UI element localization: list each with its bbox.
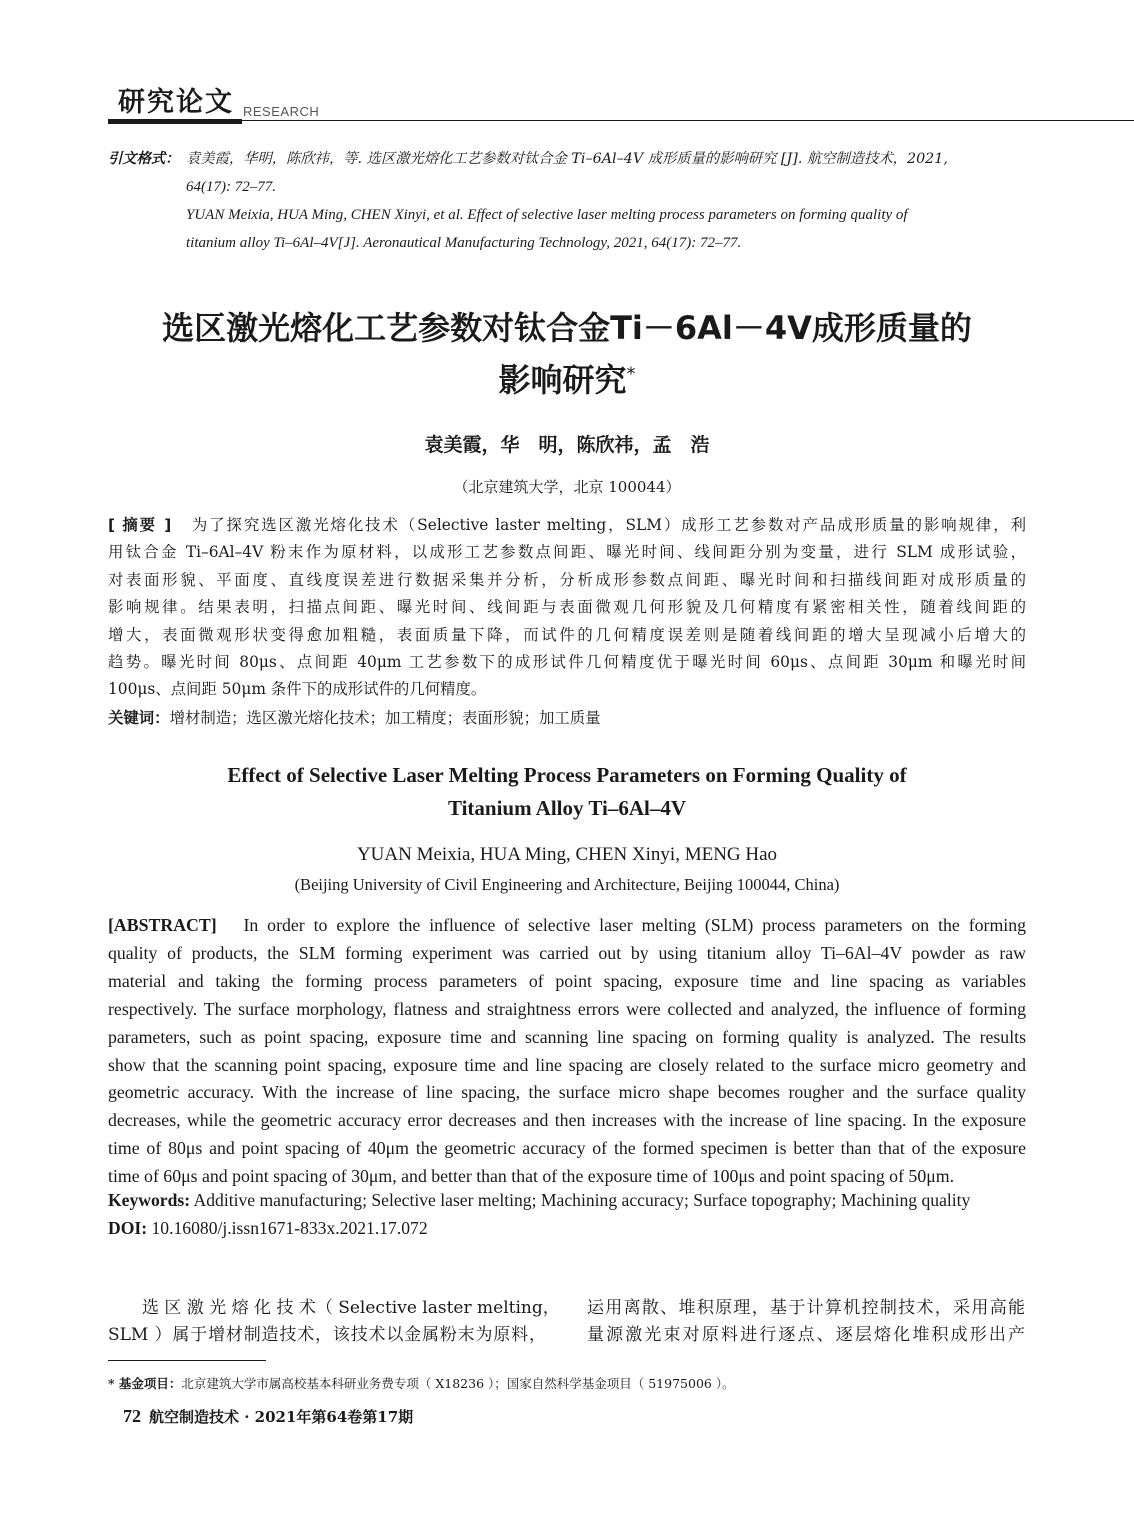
- keywords-en: [108, 1190, 970, 1211]
- abstract-en-line: respectively. The surface morphology, flatness and straightness errors were collected and analyzed, the influence of forming: [108, 998, 1026, 1019]
- abstract-en-line: quality of products, the SLM forming experiment was carried out by using titanium alloy Ti–6Al–4V powder as raw: [108, 942, 1026, 963]
- abstract-en: [108, 912, 1026, 1191]
- body-line: 运用离散、堆积原理，基于计算机控制技术，采用高能: [587, 1298, 1025, 1318]
- abstract-en-line: decreases, while the geometric accuracy error decreases and then increases with the increase of line spacing. In the exposure: [108, 1110, 1026, 1131]
- footnote-text: 北京建筑大学市属高校基本科研业务费专项（ X18236 ）；国家自然科学基金项目（ 51975006 ）。: [181, 1376, 735, 1391]
- header-rule-thin: [242, 120, 1134, 121]
- page-number: 72: [123, 1406, 141, 1426]
- body-line: SLM ）属于增材制造技术，该技术以金属粉末为原料，: [108, 1325, 546, 1345]
- body-line: 选 区 激 光 熔 化 技 术（ Selective laster melting，: [142, 1298, 560, 1318]
- footnote: [108, 1374, 735, 1392]
- affiliation-cn: （北京建筑大学，北京 100044）: [453, 478, 681, 496]
- footnote-rule: [108, 1360, 266, 1361]
- journal-issue: 航空制造技术 · 2021年第64卷第17期: [149, 1408, 414, 1426]
- body-line: 量源激光束对原料进行逐点、逐层熔化堆积成形出产: [587, 1325, 1025, 1345]
- abstract-en-line: time of 80μs and point spacing of 40μm the geometric accuracy of the formed specimen is better than that of the exposure: [108, 1138, 1026, 1159]
- citation-label: 引文格式：: [108, 151, 180, 167]
- authors-en: YUAN Meixia, HUA Ming, CHEN Xinyi, MENG Hao: [356, 844, 778, 865]
- doi: [108, 1218, 428, 1239]
- section-title-cn: 研究论文: [118, 87, 234, 118]
- abstract-cn-line: 对表面形貌、平面度、直线度误差进行数据采集并分析，分析成形参数点间距、曝光时间和扫描线间距对成形质量的: [108, 570, 1026, 589]
- doi-text: 10.16080/j.issn1671-833x.2021.17.072: [147, 1218, 428, 1238]
- citation-cn-line2: 64(17): 72–77.: [186, 179, 276, 195]
- abstract-cn-label: [ 摘要 ]: [108, 516, 172, 534]
- abstract-en-line: geometric accuracy. With the increase of line spacing, the surface micro shape becomes rougher and the surface quality: [108, 1082, 1026, 1103]
- title-en-line2: Titanium Alloy Ti–6Al–4V: [447, 796, 687, 820]
- abstract-en-line: material and taking the forming process parameters of point spacing, exposure time and line spacing as variables: [108, 970, 1026, 991]
- abstract-cn-line: [ 摘要 ] 为了探究选区激光熔化技术（Selective laster melting，SLM）成形工艺参数对产品成形质量的影响规律，利: [108, 516, 1026, 534]
- keywords-en-text: Additive manufacturing; Selective laser melting; Machining accuracy; Surface topography; Machining quality: [190, 1190, 971, 1210]
- citation-cn-line1: 袁美霞，华明，陈欣祎，等. 选区激光熔化工艺参数对钛合金 Ti–6Al–4V 成形质量的影响研究 [J]. 航空制造技术，2021,: [186, 151, 948, 167]
- abstract-en-line: show that the scanning point spacing, exposure time and line spacing are closely related to the surface micro geometry and: [108, 1054, 1026, 1075]
- abstract-cn-line: 增大，表面微观形状变得愈加粗糙，表面质量下降，而试件的几何精度误差则是随着线间距的增大呈现减小后增大的: [108, 625, 1026, 644]
- page-footer: [123, 1406, 413, 1427]
- citation-en-line2: titanium alloy Ti–6Al–4V[J]. Aeronautical Manufacturing Technology, 2021, 64(17): 72–77.: [186, 235, 742, 251]
- abstract-en-line: time of 60μs and point spacing of 30μm, and better than that of the exposure time of 100μs and point spacing of 50μm.: [108, 1166, 955, 1187]
- section-title-en: RESEARCH: [243, 104, 320, 119]
- affiliation-en: (Beijing University of Civil Engineering and Architecture, Beijing 100044, China): [294, 875, 840, 894]
- citation-en-line1: YUAN Meixia, HUA Ming, CHEN Xinyi, et al. Effect of selective laser melting process parameters on forming quality of: [186, 207, 908, 223]
- abstract-cn-line: 用钛合金 Ti–6Al–4V 粉末作为原材料，以成形工艺参数点间距、曝光时间、线间距分别为变量，进行 SLM 成形试验，: [108, 543, 1026, 562]
- footnote-label: * 基金项目：: [108, 1376, 182, 1391]
- title-cn-line2: 影响研究: [498, 361, 627, 399]
- authors-cn: 袁美霞，华 明，陈欣祎，孟 浩: [424, 434, 710, 456]
- abstract-cn-line: 影响规律。结果表明，扫描点间距、曝光时间、线间距与表面微观几何形貌及几何精度有紧密相关性，随着线间距的: [108, 598, 1026, 617]
- abstract-cn: [108, 512, 1026, 704]
- paper-title-cn: [60, 302, 1074, 406]
- abstract-en-line: parameters, such as point spacing, exposure time and scanning line spacing on forming quality is analyzed. The results: [108, 1026, 1026, 1047]
- body-column-right: [587, 1295, 1025, 1349]
- body-column-left: [108, 1295, 560, 1349]
- keywords-cn-text: 增材制造；选区激光熔化技术；加工精度；表面形貌；加工质量: [169, 709, 601, 727]
- title-cn-line1: 选区激光熔化工艺参数对钛合金Ti－6Al－4V成形质量的: [162, 309, 972, 347]
- abstract-cn-line: 趋势。曝光时间 80μs、点间距 40μm 工艺参数下的成形试件几何精度优于曝光时间 60μs、点间距 30μm 和曝光时间: [108, 653, 1026, 672]
- abstract-en-line: [ABSTRACT] In order to explore the influence of selective laser melting (SLM) process parameters on the forming: [108, 915, 1026, 935]
- paper-title-en: [60, 759, 1074, 825]
- keywords-en-label: Keywords:: [108, 1190, 191, 1210]
- abstract-cn-line: 100μs、点间距 50μm 条件下的成形试件的几何精度。: [108, 680, 487, 699]
- funding-mark: *: [626, 363, 636, 385]
- keywords-cn: [108, 706, 601, 728]
- title-en-line1: Effect of Selective Laser Melting Process Parameters on Forming Quality of: [227, 763, 907, 787]
- header-rule-thick: [108, 119, 242, 124]
- keywords-cn-label: 关键词：: [108, 709, 170, 727]
- citation-block: [108, 145, 1028, 257]
- abstract-en-label: [ABSTRACT]: [108, 915, 217, 935]
- doi-label: DOI:: [108, 1218, 148, 1238]
